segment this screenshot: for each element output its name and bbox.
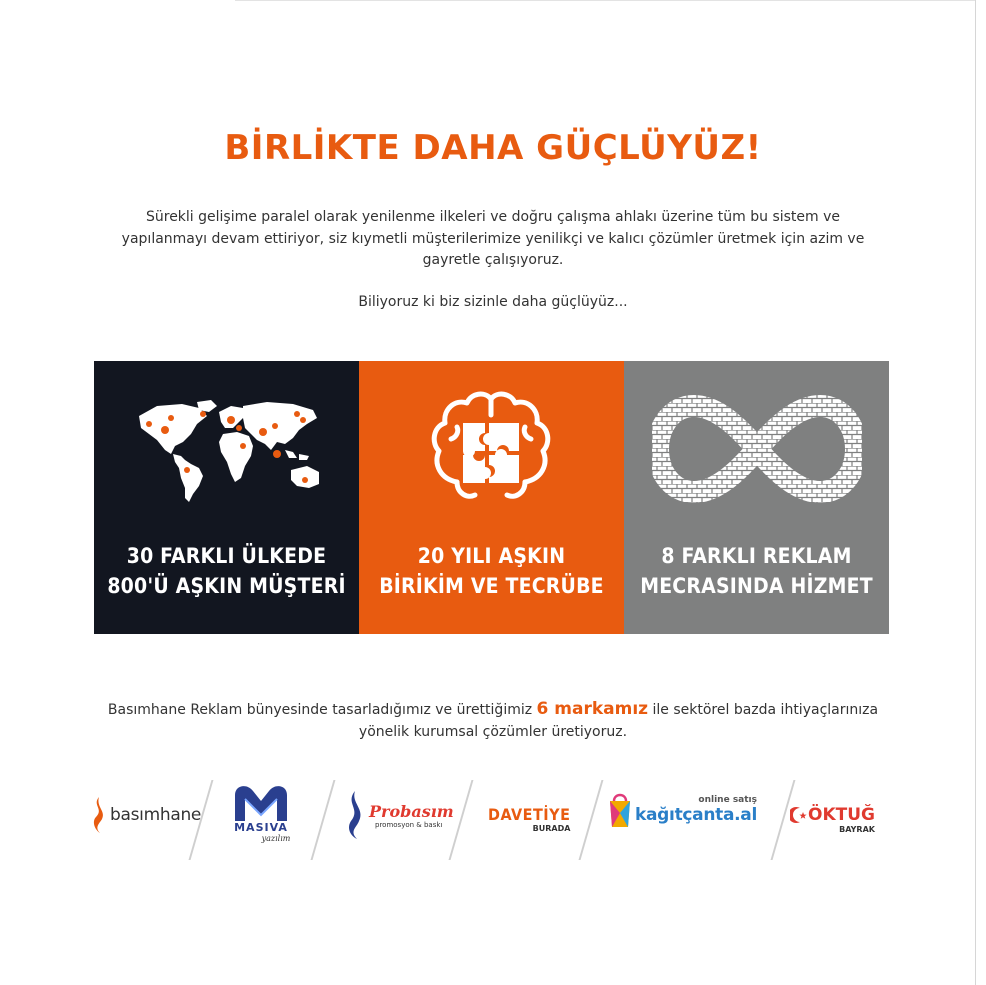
crescent-star-icon xyxy=(790,806,808,824)
infinity-icon xyxy=(624,389,889,509)
logo-davetiye-sub: BURADA xyxy=(532,824,571,833)
logo-masiva-text: MASIVA xyxy=(234,821,288,834)
logo-probasim-sub: promosyon & baskı xyxy=(375,820,443,829)
caption-line2: MECRASINDA HİZMET xyxy=(640,574,873,598)
brand-logos xyxy=(90,775,900,860)
stats-panels xyxy=(94,361,889,634)
brain-puzzle-icon xyxy=(359,389,624,509)
brands-paragraph xyxy=(90,698,896,743)
brands-highlight: 6 markamız xyxy=(536,699,649,719)
probasim-flame-icon xyxy=(343,789,365,841)
intro-paragraph: Sürekli gelişime paralel olarak yenilenme ilkeleri ve doğru çalışma ahlakı üzerine tüm bu sistem ve yapılanmayı devam ettiriyor, siz kıymetli müşterilerimize yenilikçi ve kalıcı çözümler üretmek için azim ve gayretle çalışıyoruz. xyxy=(121,209,865,268)
logo-davetiye[interactable] xyxy=(488,805,570,833)
logo-basimhane-text: basımhane xyxy=(110,805,202,825)
logo-masiva-sub: yazılım xyxy=(261,834,291,843)
logo-kagitcanta[interactable] xyxy=(608,791,757,829)
logo-goktug-sub: BAYRAK xyxy=(839,825,875,834)
panel-caption xyxy=(94,541,359,601)
caption-line1: 20 YILI AŞKIN xyxy=(417,544,566,568)
logo-masiva[interactable] xyxy=(226,781,296,843)
logo-goktug[interactable] xyxy=(790,805,875,834)
logo-probasim[interactable] xyxy=(343,785,454,845)
masiva-m-icon xyxy=(231,781,291,821)
top-divider xyxy=(235,0,975,1)
panel-countries xyxy=(94,361,359,634)
panel-experience xyxy=(359,361,624,634)
brands-text-after: ile sektörel bazda ihtiyaçlarınıza yönelik kurumsal çözümler üretiyoruz. xyxy=(358,702,879,740)
world-map-icon xyxy=(94,389,359,509)
logo-kagit-top: online satış xyxy=(698,795,758,805)
logo-separator xyxy=(311,780,336,860)
basimhane-flame-icon xyxy=(90,795,106,835)
panel-caption xyxy=(624,541,889,601)
logo-separator xyxy=(579,780,604,860)
caption-line2: 800'Ü AŞKIN MÜŞTERİ xyxy=(107,574,346,598)
page-title: BİRLİKTE DAHA GÜÇLÜYÜZ! xyxy=(224,128,762,168)
caption-line1: 8 FARKLI REKLAM xyxy=(661,544,852,568)
logo-davetiye-text: DAVETİYE xyxy=(488,805,571,824)
tagline: Biliyoruz ki biz sizinle daha güçlüyüz... xyxy=(358,294,628,310)
logo-kagit-text: kağıtçanta.al xyxy=(635,805,758,825)
logo-probasim-text: Probasım xyxy=(369,801,454,821)
panel-caption xyxy=(359,541,624,601)
logo-goktug-text: ÖKTUĞ xyxy=(808,805,875,825)
brands-text-before: Basımhane Reklam bünyesinde tasarladığımız ve ürettiğimiz xyxy=(107,702,537,718)
logo-basimhane[interactable] xyxy=(90,795,201,835)
shopping-bag-icon xyxy=(608,791,632,829)
caption-line1: 30 FARKLI ÜLKEDE xyxy=(126,544,327,568)
panel-channels xyxy=(624,361,889,634)
caption-line2: BİRİKİM VE TECRÜBE xyxy=(379,574,604,598)
